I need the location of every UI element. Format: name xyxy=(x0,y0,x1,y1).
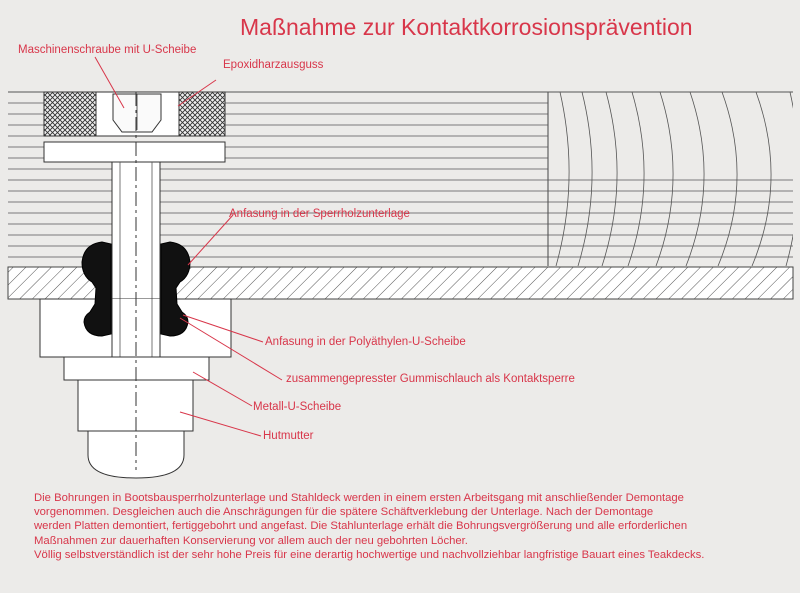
description-line: Völlig selbstverständlich ist der sehr hohe Preis für eine derartig hochwertige und nachvollziehbar langfristige Bauart eines Teakdecks. xyxy=(34,548,705,561)
description-line: Maßnahmen zur dauerhaften Konservierung vor allem auch der neu gebohrten Löcher. xyxy=(34,534,468,547)
label-epoxy: Epoxidharzausguss xyxy=(223,59,324,71)
label-screw: Maschinenschraube mit U-Scheibe xyxy=(18,44,197,56)
label-pe-chamfer: Anfasung in der Polyäthylen-U-Scheibe xyxy=(265,336,466,348)
label-metal-washer: Metall-U-Scheibe xyxy=(253,401,342,413)
teak-wood-grain xyxy=(556,92,799,266)
description xyxy=(34,491,790,562)
label-plywood-chamfer: Anfasung in der Sperrholzunterlage xyxy=(229,208,410,220)
description-line: werden Platten demontiert, fertiggebohrt und angefast. Die Stahlunterlage erhält die Bohrungsvergrößerung und alle erforderlichen xyxy=(34,520,688,533)
page-title: Maßnahme zur Kontaktkorrosionsprävention xyxy=(240,14,693,40)
description-line: vorgenommen. Desgleichen auch die Anschrägungen für die spätere Schäftverklebung der Unterlage. Nach der Demontage xyxy=(34,506,654,519)
description-line: Die Bohrungen in Bootsbausperrholzunterlage und Stahldeck werden in einem ersten Arbeitsgang mit anschließender Demontage xyxy=(34,492,684,504)
label-rubber: zusammengepresster Gummischlauch als Kontaktsperre xyxy=(286,373,575,385)
screw-washer xyxy=(44,142,225,162)
label-cap-nut: Hutmutter xyxy=(263,430,314,442)
